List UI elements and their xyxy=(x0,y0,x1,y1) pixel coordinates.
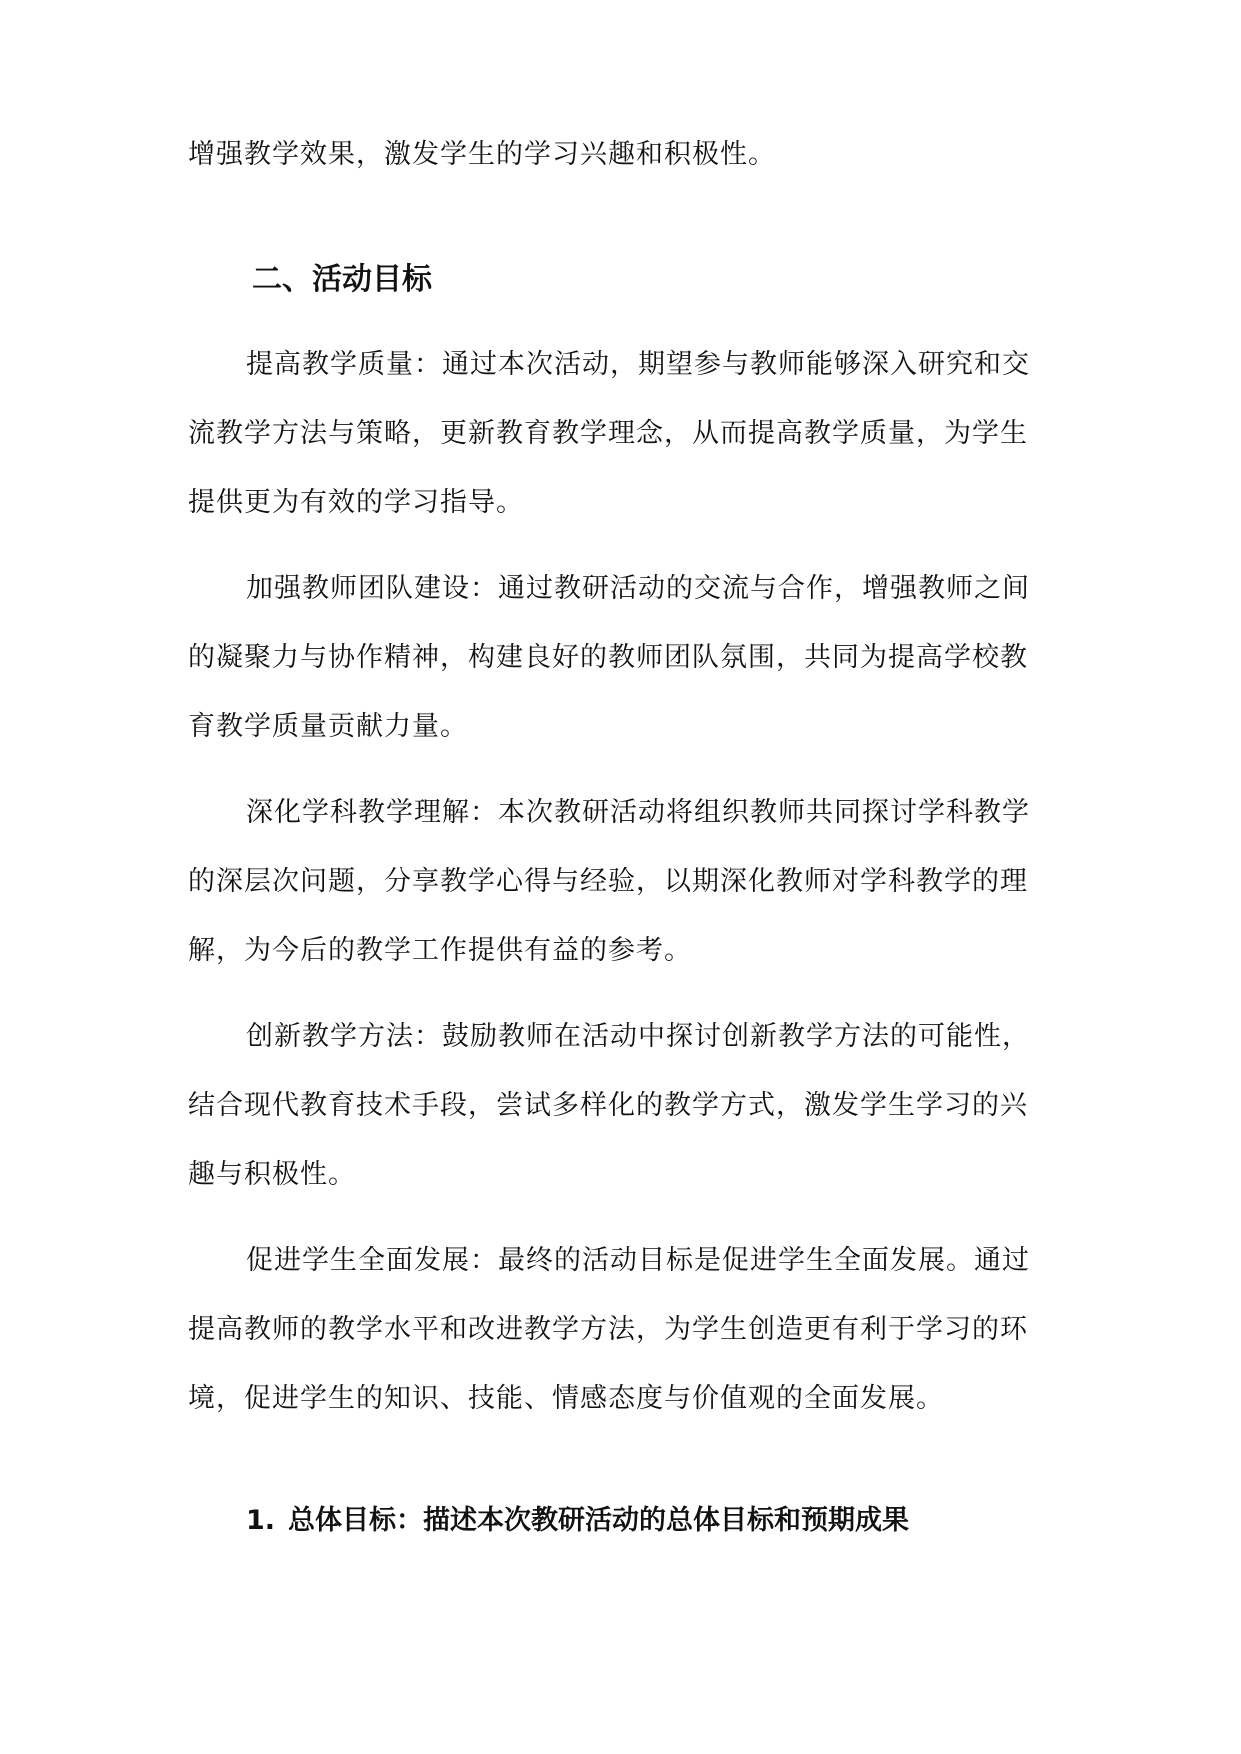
subsection-number: 1. xyxy=(246,1505,276,1536)
paragraph-4-line-2: 结合现代教育技术手段，尝试多样化的教学方式，激发学生学习的兴 xyxy=(188,1090,1028,1121)
paragraph-1-line-3: 提供更为有效的学习指导。 xyxy=(188,487,524,518)
paragraph-5-line-2: 提高教师的教学水平和改进教学方法，为学生创造更有利于学习的环 xyxy=(188,1314,1028,1345)
paragraph-5-line-3: 境，促进学生的知识、技能、情感态度与价值观的全面发展。 xyxy=(188,1383,944,1414)
section-title: 二、活动目标 xyxy=(252,262,432,297)
paragraph-2-line-3: 育教学质量贡献力量。 xyxy=(188,711,468,742)
paragraph-1-line-1: 提高教学质量：通过本次活动，期望参与教师能够深入研究和交 xyxy=(246,349,1030,380)
intro-line: 增强教学效果，激发学生的学习兴趣和积极性。 xyxy=(188,139,776,170)
paragraph-3-line-1: 深化学科教学理解：本次教研活动将组织教师共同探讨学科教学 xyxy=(246,797,1030,828)
paragraph-3-line-3: 解，为今后的教学工作提供有益的参考。 xyxy=(188,935,692,966)
paragraph-2-line-1: 加强教师团队建设：通过教研活动的交流与合作，增强教师之间 xyxy=(246,573,1030,604)
paragraph-5-line-1: 促进学生全面发展：最终的活动目标是促进学生全面发展。通过 xyxy=(246,1245,1030,1276)
paragraph-2-line-2: 的凝聚力与协作精神，构建良好的教师团队氛围，共同为提高学校教 xyxy=(188,642,1028,673)
paragraph-1-line-2: 流教学方法与策略，更新教育教学理念，从而提高教学质量，为学生 xyxy=(188,418,1028,449)
paragraph-4-line-1: 创新教学方法：鼓励教师在活动中探讨创新教学方法的可能性， xyxy=(246,1021,1030,1052)
subsection-heading xyxy=(246,1504,909,1538)
subsection-title: 总体目标：描述本次教研活动的总体目标和预期成果 xyxy=(288,1505,909,1536)
paragraph-3-line-2: 的深层次问题，分享教学心得与经验，以期深化教师对学科教学的理 xyxy=(188,866,1028,897)
paragraph-4-line-3: 趣与积极性。 xyxy=(188,1159,356,1190)
